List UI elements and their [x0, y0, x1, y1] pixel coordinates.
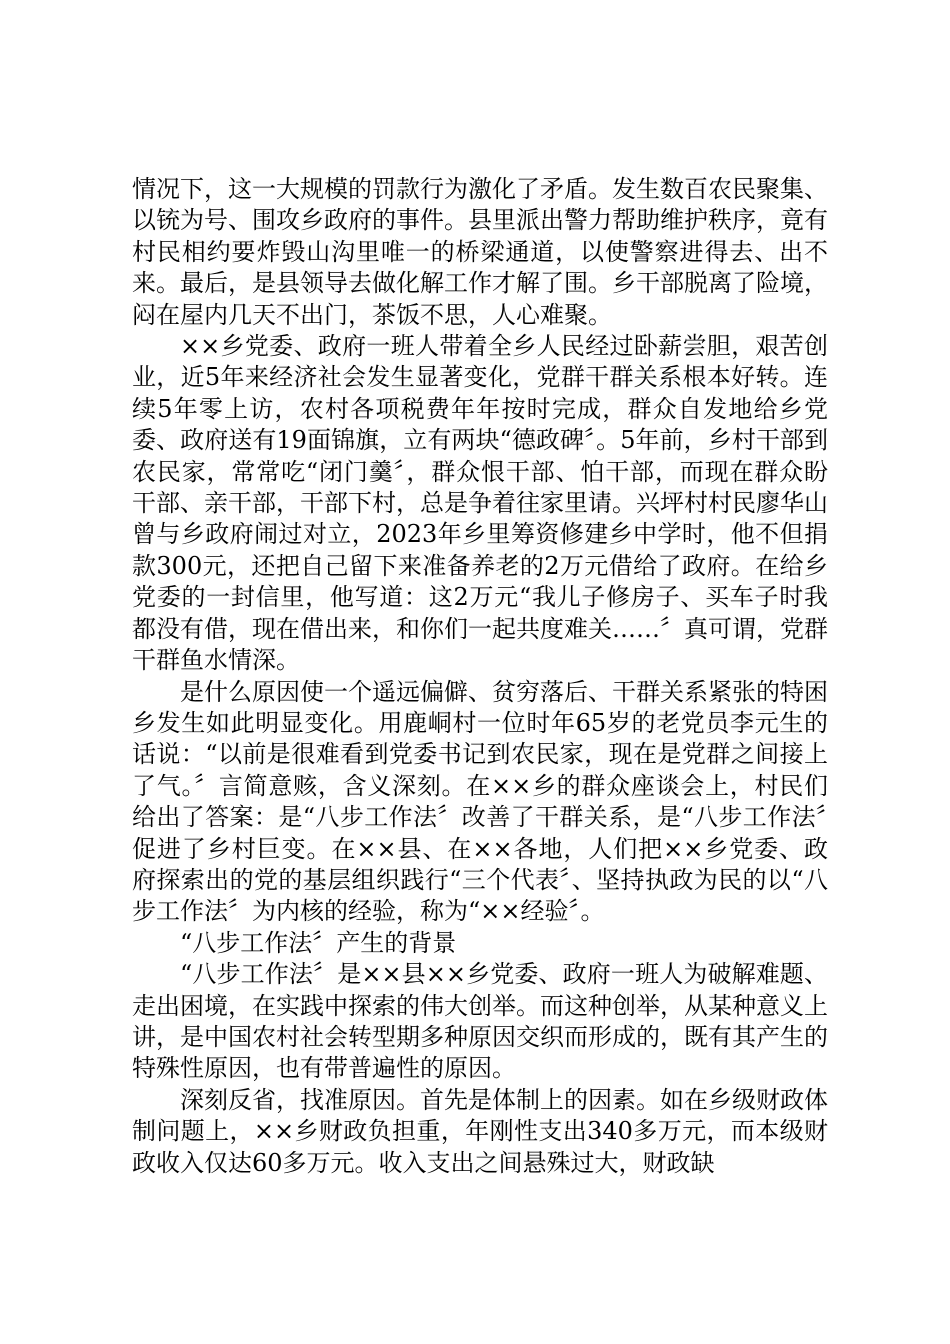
paragraph-4: “八步工作法〞是××县××乡党委、政府一班人为破解难题、走出困境，在实践中探索的伟大创举。而这种创举，从某种意义上讲，是中国农村社会转型期多种原因交织而形成的，既有其产生的特殊性原因，也有带普遍性的原因。	[132, 960, 828, 1083]
paragraph-2: ××乡党委、政府一班人带着全乡人民经过卧薪尝胆，艰苦创业，近5年来经济社会发生显著变化，党群干群关系根本好转。连续5年零上访，农村各项税费年年按时完成，群众自发地给乡党委、政府送有19面锦旗，立有两块“德政碑〞。5年前，乡村干部到农民家，常常吃“闭门羹〞，群众恨干部、怕干部，而现在群众盼干部、亲干部，干部下村，总是争着往家里请。兴坪村村民廖华山曾与乡政府闹过对立，2023年乡里筹资修建乡中学时，他不但捐款300元，还把自己留下来准备养老的2万元借给了政府。在给乡党委的一封信里，他写道：这2万元“我儿子修房子、买车子时我都没有借，现在借出来，和你们一起共度难关……〞真可谓，党群干群鱼水情深。	[132, 332, 828, 675]
paragraph-5: 深刻反省，找准原因。首先是体制上的因素。如在乡级财政体制问题上，××乡财政负担重，年刚性支出340多万元，而本级财政收入仅达60多万元。收入支出之间悬殊过大，财政缺	[132, 1085, 828, 1177]
section-heading: “八步工作法〞产生的背景	[180, 928, 457, 957]
document-page	[132, 174, 828, 1179]
paragraph-1: 情况下，这一大规模的罚款行为激化了矛盾。发生数百农民聚集、以铳为号、围攻乡政府的事件。县里派出警力帮助维护秩序，竟有村民相约要炸毁山沟里唯一的桥梁通道，以使警察进得去、出不来。最后，是县领导去做化解工作才解了围。乡干部脱离了险境，闷在屋内几天不出门，茶饭不思，人心难聚。	[132, 175, 828, 329]
paragraph-3: 是什么原因使一个遥远偏僻、贫穷落后、干群关系紧张的特困乡发生如此明显变化。用鹿峒村一位时年65岁的老党员李元生的话说：“以前是很难看到党委书记到农民家，现在是党群之间接上了气。〞言简意赅，含义深刻。在××乡的群众座谈会上，村民们给出了答案：是“八步工作法〞改善了干群关系，是“八步工作法〞促进了乡村巨变。在××县、在××各地，人们把××乡党委、政府探索出的党的基层组织践行“三个代表〞、坚持执政为民的以“八步工作法〞为内核的经验，称为“××经验〞。	[132, 677, 828, 926]
